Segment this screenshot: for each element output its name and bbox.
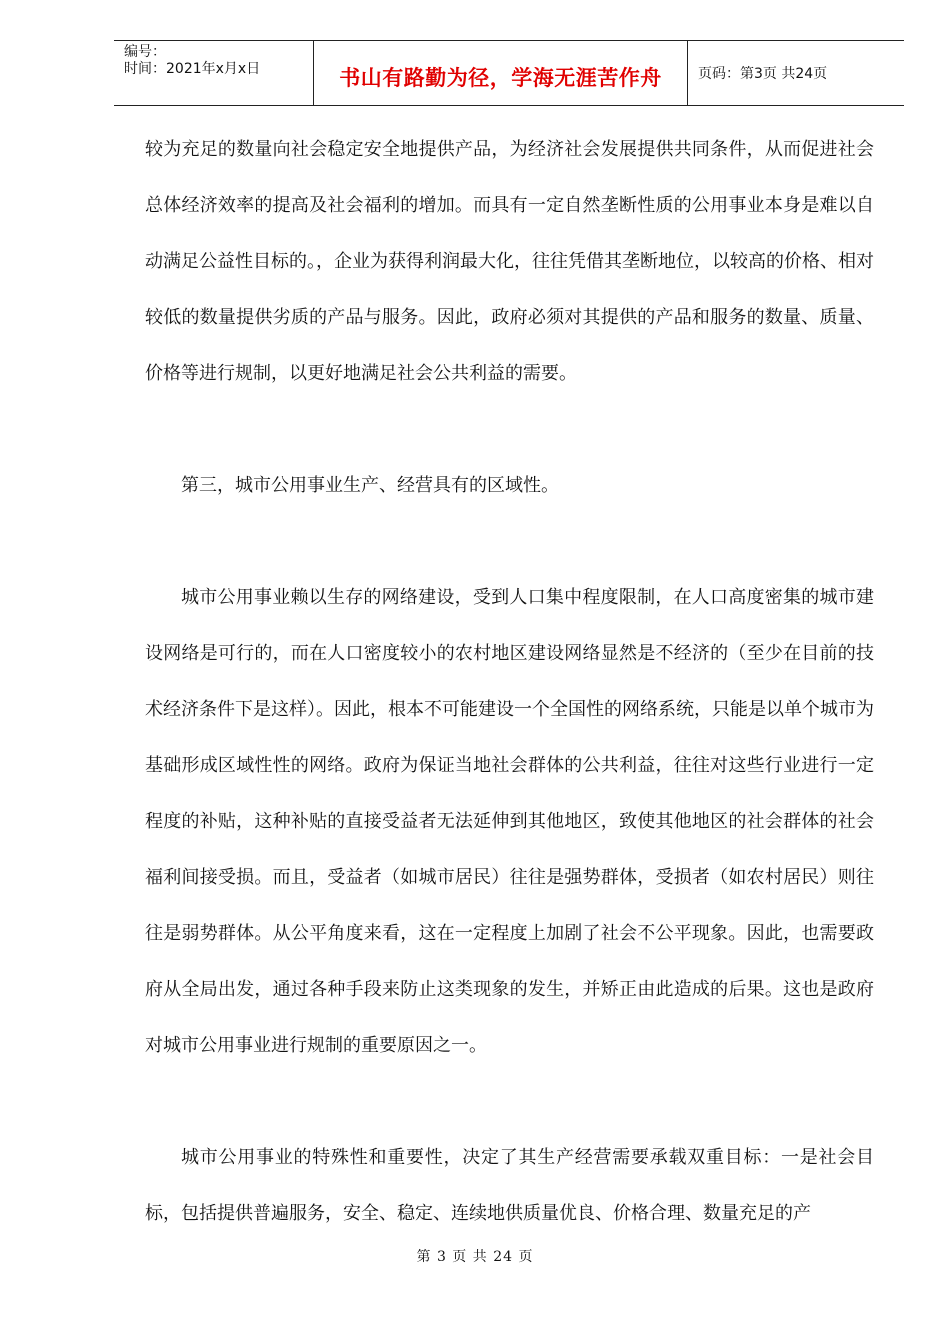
header-page-info: 页码：第3页 共24页 [698, 66, 828, 82]
paragraph-dual-goals: 城市公用事业的特殊性和重要性，决定了其生产经营需要承载双重目标：一是社会目标，包括提供普遍服务，安全、稳定、连续地供质量优良、价格合理、数量充足的产 [145, 1147, 874, 1224]
document-body [145, 122, 874, 1242]
paragraph-gap [145, 402, 874, 458]
time-label: 时间：2021年x月x日 [124, 61, 261, 77]
page-header [114, 40, 904, 106]
motto-text: 书山有路勤为径，学海无涯苦作舟 [339, 66, 662, 90]
paragraph-continued: 较为充足的数量向社会稳定安全地提供产品，为经济社会发展提供共同条件，从而促进社会总体经济效率的提高及社会福利的增加。而具有一定自然垄断性质的公用事业本身是难以自动满足公益性目标的。，企业为获得利润最大化，往往凭借其垄断地位，以较高的价格、相对较低的数量提供劣质的产品与服务。因此，政府必须对其提供的产品和服务的数量、质量、价格等进行规制，以更好地满足社会公共利益的需要。 [145, 139, 874, 384]
header-meta [114, 41, 314, 105]
serial-label: 编号： [124, 44, 166, 60]
page-footer: 第 3 页 共 24 页 [416, 1249, 534, 1265]
paragraph-regional: 城市公用事业赖以生存的网络建设，受到人口集中程度限制，在人口高度密集的城市建设网络是可行的，而在人口密度较小的农村地区建设网络显然是不经济的（至少在目前的技术经济条件下是这样）。因此，根本不可能建设一个全国性的网络系统，只能是以单个城市为基础形成区域性性的网络。政府为保证当地社会群体的公共利益，往往对这些行业进行一定程度的补贴，这种补贴的直接受益者无法延伸到其他地区，致使其他地区的社会群体的社会福利间接受损。而且，受益者（如城市居民）往往是强势群体，受损者（如农村居民）则往往是弱势群体。从公平角度来看，这在一定程度上加剧了社会不公平现象。因此，也需要政府从全局出发，通过各种手段来防止这类现象的发生，并矫正由此造成的后果。这也是政府对城市公用事业进行规制的重要原因之一。 [145, 587, 874, 1056]
header-motto-cell [314, 41, 688, 105]
paragraph-gap [145, 514, 874, 570]
paragraph-gap [145, 1074, 874, 1130]
paragraph-heading-third: 第三，城市公用事业生产、经营具有的区域性。 [181, 475, 559, 496]
